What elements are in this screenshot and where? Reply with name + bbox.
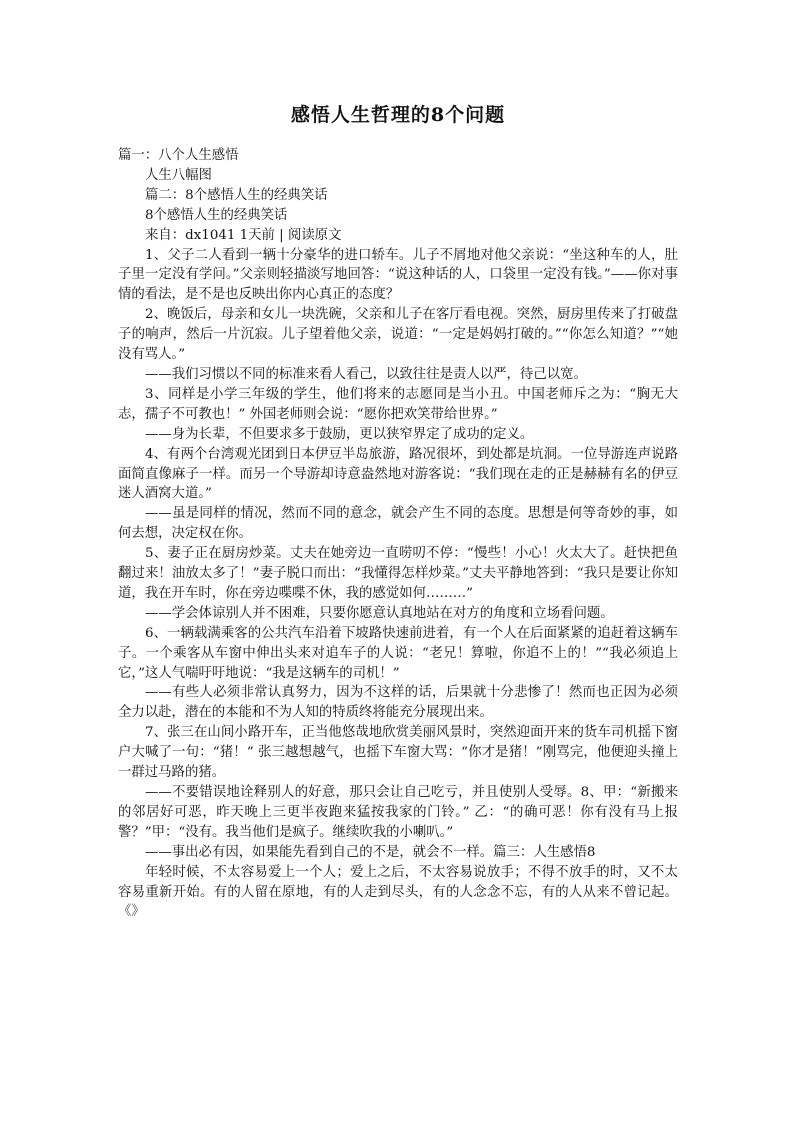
paragraph: ——事出必有因，如果能先看到自己的不是，就会不一样。篇三：人生感悟8 — [145, 844, 596, 860]
paragraph: 5、妻子正在厨房炒菜。丈夫在她旁边一直唠叨不停：“慢些！小心！火太大了。赶快把鱼翻过来！油放太多了！”妻子脱口而出：“我懂得怎样炒菜。”丈夫平静地答到：“我只是要让你知道，我在开车时，你在旁边喋喋不休，我的感觉如何………” — [118, 546, 678, 601]
paragraph: ——虽是同样的情况，然而不同的意念，就会产生不同的态度。思想是何等奇妙的事，如何去想，决定权在你。 — [118, 506, 678, 542]
paragraph: 篇一：八个人生感悟 — [118, 148, 239, 163]
paragraph: 4、有两个台湾观光团到日本伊豆半岛旅游，路况很坏，到处都是坑洞。一位导游连声说路面简直像麻子一样。而另一个导游却诗意盎然地对游客说：“我们现在走的正是赫赫有名的伊豆迷人酒窝大道。” — [118, 446, 678, 502]
paragraph: 2、晚饭后，母亲和女儿一块洗碗，父亲和儿子在客厅看电视。突然，厨房里传来了打破盘子的响声，然后一片沉寂。儿子望着他父亲，说道：“一定是妈妈打破的。”“你怎么知道？”“她没有骂人。” — [118, 307, 678, 363]
paragraph: 篇二：8个感悟人生的经典笑话 — [145, 187, 328, 203]
document-body — [118, 146, 678, 922]
paragraph: 6、一辆载满乘客的公共汽车沿着下坡路快速前进着，有一个人在后面紧紧的追赶着这辆车子。一个乘客从车窗中伸出头来对追车子的人说：“老兄！算啦，你追不上的！”“我必须追上它，”这人气喘吁吁地说：“我是这辆车的司机！” — [118, 625, 678, 681]
document-title: 感悟人生哲理的8个问题 — [290, 104, 506, 126]
paragraph: ——有些人必须非常认真努力，因为不这样的话，后果就十分悲惨了！然而也正因为必须全力以赴，潜在的本能和不为人知的特质终将能充分展现出来。 — [118, 685, 678, 721]
paragraph: 来自：dx1041 1天前 | 阅读原文 — [145, 227, 342, 243]
paragraph: 3、同样是小学三年级的学生，他们将来的志愿同是当小丑。中国老师斥之为：“胸无大志，孺子不可教也！” 外国老师则会说：“愿你把欢笑带给世界。” — [118, 386, 678, 422]
paragraph: 人生八幅图 — [145, 167, 212, 183]
paragraph: ——身为长辈，不但要求多于鼓励，更以狭窄界定了成功的定义。 — [145, 426, 534, 442]
paragraph: ——学会体谅别人并不困难，只要你愿意认真地站在对方的角度和立场看问题。 — [145, 605, 614, 621]
document-page — [118, 100, 678, 922]
paragraph: 8个感悟人生的经典笑话 — [145, 207, 288, 223]
paragraph: 7、张三在山间小路开车，正当他悠哉地欣赏美丽风景时，突然迎面开来的货车司机摇下窗户大喊了一句：“猪！” 张三越想越气，也摇下车窗大骂：“你才是猪！”刚骂完，他便迎头撞上一群过马路的猪。 — [118, 725, 678, 781]
paragraph: 1、父子二人看到一辆十分豪华的进口轿车。儿子不屑地对他父亲说：“坐这种车的人，肚子里一定没有学问。”父亲则轻描淡写地回答：“说这种话的人，口袋里一定没有钱。”——你对事情的看法，是不是也反映出你内心真正的态度？ — [118, 247, 678, 303]
paragraph: 年轻时候，不太容易爱上一个人；爱上之后，不太容易说放手；不得不放手的时，又不太容易重新开始。有的人留在原地，有的人走到尽头，有的人念念不忘，有的人从来不曾记起。《》 — [118, 864, 678, 920]
paragraph: ——我们习惯以不同的标准来看人看己，以致往往是责人以严，待己以宽。 — [145, 366, 587, 382]
paragraph: ——不要错误地诠释别人的好意，那只会让自己吃亏，并且使别人受辱。8、甲：“新搬来的邻居好可恶，昨天晚上三更半夜跑来猛按我家的门铃。” 乙：“的确可恶！你有没有马上报警？”甲：“没有。我当他们是疯子。继续吹我的小喇叭。” — [118, 785, 678, 840]
